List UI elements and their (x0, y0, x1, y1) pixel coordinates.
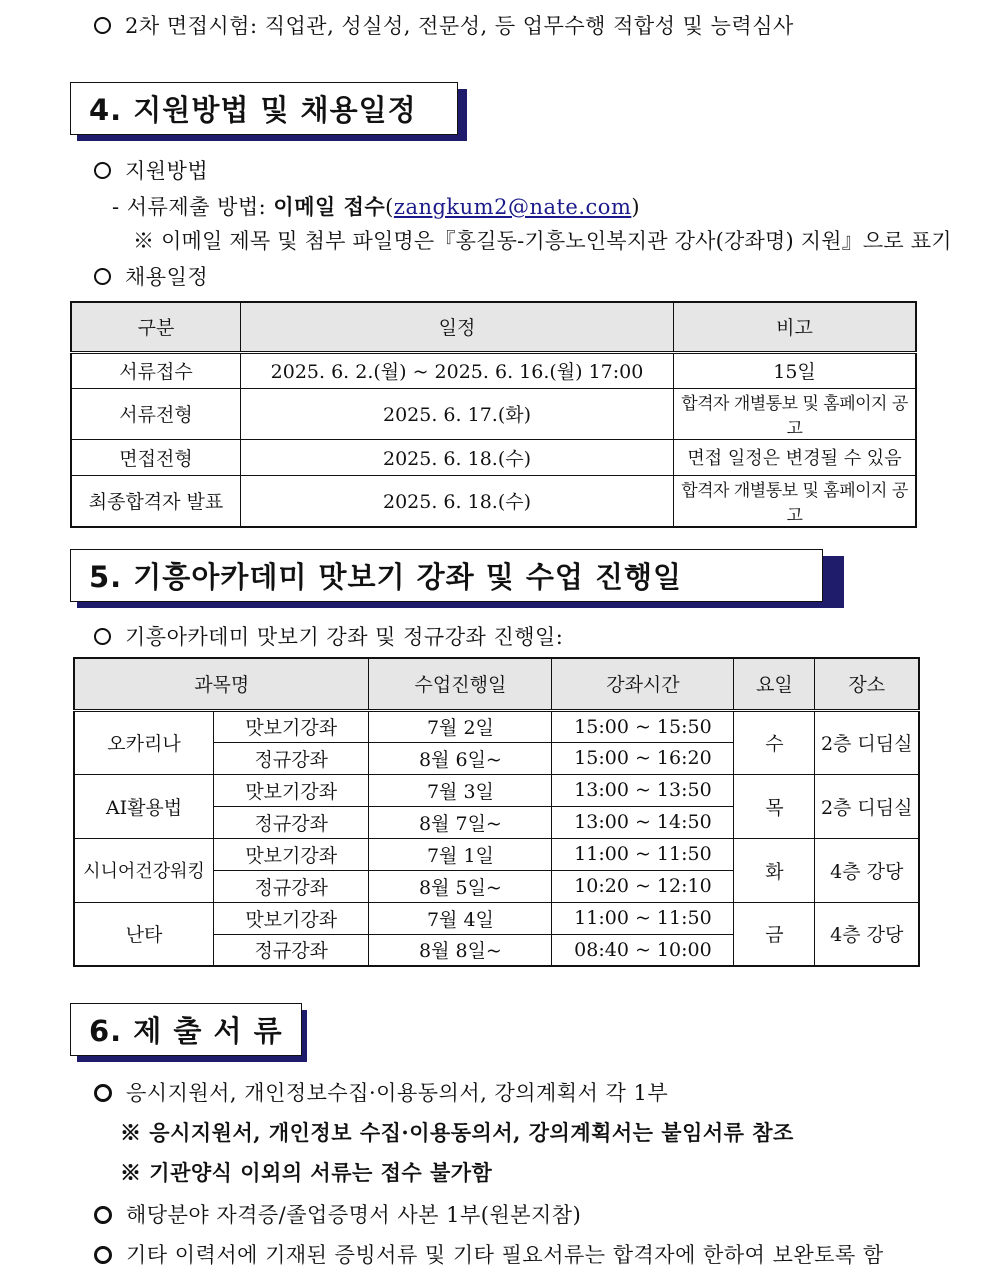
schedule-header: 일정 (241, 302, 674, 352)
submission-method-line (112, 191, 640, 221)
class-type: 정규강좌 (214, 934, 369, 966)
table-cell: 2025. 6. 2.(월) ~ 2025. 6. 16.(월) 17:00 (241, 352, 674, 388)
schedule-header: 비고 (674, 302, 917, 352)
course-header: 과목명 (74, 658, 369, 710)
section4-title: 4. 지원방법 및 채용일정 (70, 82, 458, 135)
email-paren-close: ) (631, 195, 641, 219)
class-type: 정규강좌 (214, 806, 369, 838)
table-row (74, 838, 919, 870)
table-row (74, 902, 919, 934)
circle-bullet-icon (94, 628, 111, 645)
apply-method-label: 지원방법 (125, 159, 209, 183)
schedule-heading (94, 261, 208, 291)
circle-bullet-icon (94, 268, 111, 285)
schedule-label: 채용일정 (125, 265, 209, 289)
class-place: 4층 강당 (815, 838, 919, 902)
schedule-table (70, 301, 917, 528)
class-time: 15:00 ~ 16:20 (552, 742, 734, 774)
table-cell: 면접 일정은 변경될 수 있음 (674, 439, 917, 475)
class-type: 맛보기강좌 (214, 838, 369, 870)
class-date: 7월 2일 (369, 710, 552, 742)
doc-item-3-text: 기타 이력서에 기재된 증빙서류 및 기타 필요서류는 합격자에 한하여 보완토록 함 (126, 1243, 884, 1267)
class-date: 7월 3일 (369, 774, 552, 806)
circle-bullet-icon (94, 1084, 112, 1102)
course-header: 장소 (815, 658, 919, 710)
class-date: 7월 1일 (369, 838, 552, 870)
schedule-header: 구분 (71, 302, 241, 352)
course-name: 난타 (74, 902, 214, 966)
table-row (74, 710, 919, 742)
doc-item-1 (94, 1077, 668, 1107)
course-name: 시니어건강워킹 (74, 838, 214, 902)
class-date: 8월 8일~ (369, 934, 552, 966)
class-type: 정규강좌 (214, 870, 369, 902)
section6-title: 6. 제 출 서 류 (70, 1003, 302, 1056)
class-time: 11:00 ~ 11:50 (552, 838, 734, 870)
email-link[interactable]: zangkum2@nate.com (393, 195, 632, 219)
course-table (73, 657, 920, 967)
email-paren-open: ( (385, 195, 394, 219)
doc-item-2-text: 해당분야 자격증/졸업증명서 사본 1부(원본지참) (126, 1203, 582, 1227)
class-type: 맛보기강좌 (214, 902, 369, 934)
apply-method-heading (94, 155, 208, 185)
doc-note-1: ※ 응시지원서, 개인정보 수집·이용동의서, 강의계획서는 붙임서류 참조 (120, 1120, 794, 1145)
section5-title: 5. 기흥아카데미 맛보기 강좌 및 수업 진행일 (70, 549, 823, 602)
course-intro-text: 기흥아카데미 맛보기 강좌 및 정규강좌 진행일: (125, 625, 564, 649)
class-place: 4층 강당 (815, 902, 919, 966)
email-subject-note: ※ 이메일 제목 및 첨부 파일명은『홍길동-기흥노인복지관 강사(강좌명) 지원』으로 표기 (133, 229, 952, 253)
class-time: 08:40 ~ 10:00 (552, 934, 734, 966)
course-header: 수업진행일 (369, 658, 552, 710)
circle-bullet-icon (94, 17, 111, 34)
table-row (71, 388, 916, 439)
class-place: 2층 디딤실 (815, 710, 919, 774)
class-day: 목 (734, 774, 815, 838)
table-row (74, 774, 919, 806)
table-cell: 합격자 개별통보 및 홈페이지 공고 (674, 475, 917, 527)
course-header: 강좌시간 (552, 658, 734, 710)
table-cell: 면접전형 (71, 439, 241, 475)
table-cell: 최종합격자 발표 (71, 475, 241, 527)
class-place: 2층 디딤실 (815, 774, 919, 838)
circle-bullet-icon (94, 1206, 112, 1224)
interview-criteria-line (94, 10, 794, 40)
class-type: 맛보기강좌 (214, 710, 369, 742)
class-time: 10:20 ~ 12:10 (552, 870, 734, 902)
table-cell: 2025. 6. 17.(화) (241, 388, 674, 439)
interview-criteria-text: 2차 면접시험: 직업관, 성실성, 전문성, 등 업무수행 적합성 및 능력심사 (125, 14, 794, 38)
table-cell: 2025. 6. 18.(수) (241, 475, 674, 527)
table-cell: 서류전형 (71, 388, 241, 439)
class-day: 화 (734, 838, 815, 902)
class-date: 8월 5일~ (369, 870, 552, 902)
course-intro-line (94, 621, 563, 651)
class-time: 13:00 ~ 13:50 (552, 774, 734, 806)
course-header: 요일 (734, 658, 815, 710)
method-prefix: - 서류제출 방법: (112, 195, 274, 219)
course-name: 오카리나 (74, 710, 214, 774)
doc-item-3 (94, 1239, 884, 1269)
class-time: 13:00 ~ 14:50 (552, 806, 734, 838)
course-name: AI활용법 (74, 774, 214, 838)
doc-item-1-text: 응시지원서, 개인정보수집·이용동의서, 강의계획서 각 1부 (126, 1081, 669, 1105)
class-day: 수 (734, 710, 815, 774)
class-date: 8월 6일~ (369, 742, 552, 774)
class-day: 금 (734, 902, 815, 966)
table-cell: 15일 (674, 352, 917, 388)
class-date: 8월 7일~ (369, 806, 552, 838)
circle-bullet-icon (94, 162, 111, 179)
doc-item-2 (94, 1199, 581, 1229)
doc-note-2: ※ 기관양식 이외의 서류는 접수 불가함 (120, 1160, 493, 1185)
table-cell: 합격자 개별통보 및 홈페이지 공고 (674, 388, 917, 439)
class-type: 정규강좌 (214, 742, 369, 774)
table-row (71, 475, 916, 527)
table-row (71, 439, 916, 475)
circle-bullet-icon (94, 1246, 112, 1264)
class-type: 맛보기강좌 (214, 774, 369, 806)
method-bold: 이메일 접수 (273, 194, 386, 219)
class-time: 15:00 ~ 15:50 (552, 710, 734, 742)
class-date: 7월 4일 (369, 902, 552, 934)
class-time: 11:00 ~ 11:50 (552, 902, 734, 934)
table-cell: 서류접수 (71, 352, 241, 388)
table-cell: 2025. 6. 18.(수) (241, 439, 674, 475)
table-row (71, 352, 916, 388)
